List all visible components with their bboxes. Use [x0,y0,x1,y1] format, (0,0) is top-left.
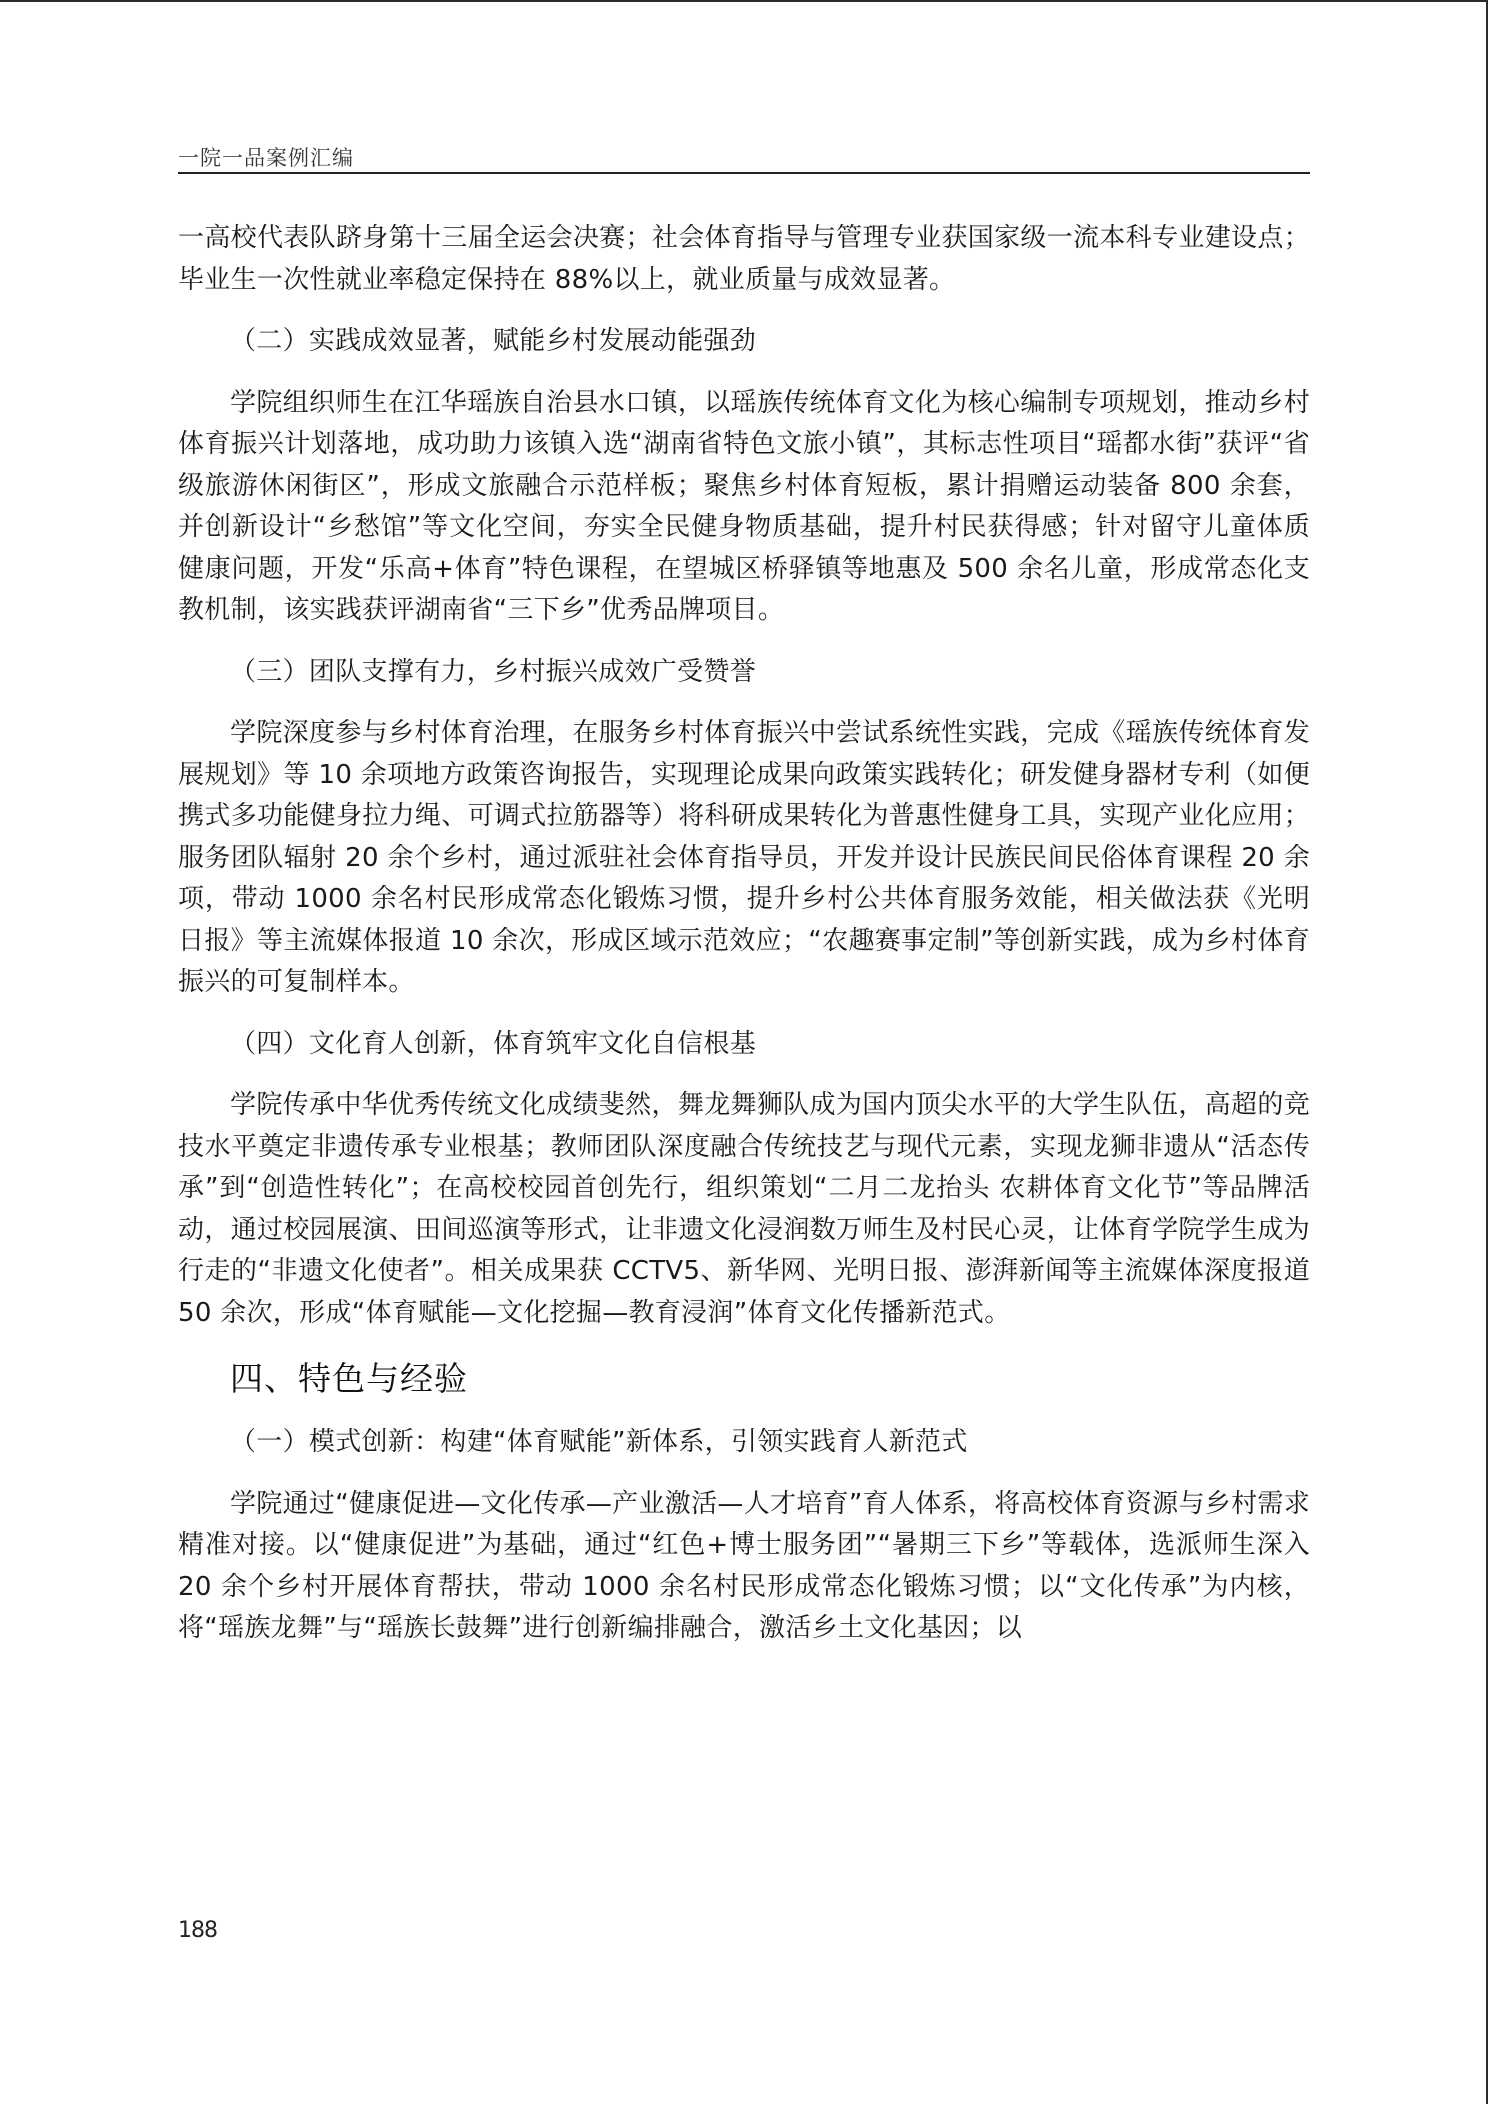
subheading-model-innovation: （一）模式创新：构建“体育赋能”新体系，引领实践育人新范式 [230,1427,968,1457]
header-rule [178,172,1310,174]
paragraph-model-innovation: 学院通过“健康促进—文化传承—产业激活—人才培育”育人体系，将高校体育资源与乡村需求精准对接。以“健康促进”为基础，通过“红色+博士服务团”“暑期三下乡”等载体，选派师生深入 20 余个乡村开展体育帮扶，带动 1000 余名村民形成常态化锻炼习惯；以“文化传承”为内核，将“瑶族龙舞”与“瑶族长鼓舞”进行创新编排融合，激活乡土文化基因；以 [178,1488,1310,1643]
section-heading-4: 四、特色与经验 [230,1359,468,1398]
subheading-3: （三）团队支撑有力，乡村振兴成效广受赞誉 [230,656,757,687]
document-body [178,218,1310,1650]
subheading-2: （二）实践成效显著，赋能乡村发展动能强劲 [230,326,757,356]
page-top-border [0,0,1488,2]
paragraph-practice-results: 学院组织师生在江华瑶族自治县水口镇，以瑶族传统体育文化为核心编制专项规划，推动乡村体育振兴计划落地，成功助力该镇入选“湖南省特色文旅小镇”，其标志性项目“瑶都水街”获评“省级旅游休闲街区”，形成文旅融合示范样板；聚焦乡村体育短板，累计捐赠运动装备 800 余套，并创新设计“乡愁馆”等文化空间，夯实全民健身物质基础，提升村民获得感；针对留守儿童体质健康问题，开发“乐高+体育”特色课程，在望城区桥驿镇等地惠及 500 余名儿童，形成常态化支教机制，该实践获评湖南省“三下乡”优秀品牌项目。 [178,387,1310,625]
subheading-4: （四）文化育人创新，体育筑牢文化自信根基 [230,1028,757,1059]
paragraph-cultural-education: 学院传承中华优秀传统文化成绩斐然，舞龙舞狮队成为国内顶尖水平的大学生队伍，高超的竞技水平奠定非遗传承专业根基；教师团队深度融合传统技艺与现代元素，实现龙狮非遗从“活态传承”到“创造性转化”；在高校校园首创先行，组织策划“二月二龙抬头 农耕体育文化节”等品牌活动，通过校园展演、田间巡演等形式，让非遗文化浸润数万师生及村民心灵，让体育学院学生成为行走的“非遗文化使者”。相关成果获 CCTV5、新华网、光明日报、澎湃新闻等主流媒体深度报道 50 余次，形成“体育赋能—文化挖掘—教育浸润”体育文化传播新范式。 [178,1090,1310,1328]
paragraph-continued: 一高校代表队跻身第十三届全运会决赛；社会体育指导与管理专业获国家级一流本科专业建设点；毕业生一次性就业率稳定保持在 88%以上，就业质量与成效显著。 [178,223,1310,295]
paragraph-team-support: 学院深度参与乡村体育治理，在服务乡村体育振兴中尝试系统性实践，完成《瑶族传统体育发展规划》等 10 余项地方政策咨询报告，实现理论成果向政策实践转化；研发健身器材专利（如便携式多功能健身拉力绳、可调式拉筋器等）将科研成果转化为普惠性健身工具，实现产业化应用；服务团队辐射 20 余个乡村，通过派驻社会体育指导员，开发并设计民族民间民俗体育课程 20 余项，带动 1000 余名村民形成常态化锻炼习惯，提升乡村公共体育服务效能，相关做法获《光明日报》等主流媒体报道 10 余次，形成区域示范效应；“农趣赛事定制”等创新实践，成为乡村体育振兴的可复制样本。 [178,718,1310,997]
running-header: 一院一品案例汇编 [178,146,354,170]
page-number: 188 [178,1918,217,1943]
